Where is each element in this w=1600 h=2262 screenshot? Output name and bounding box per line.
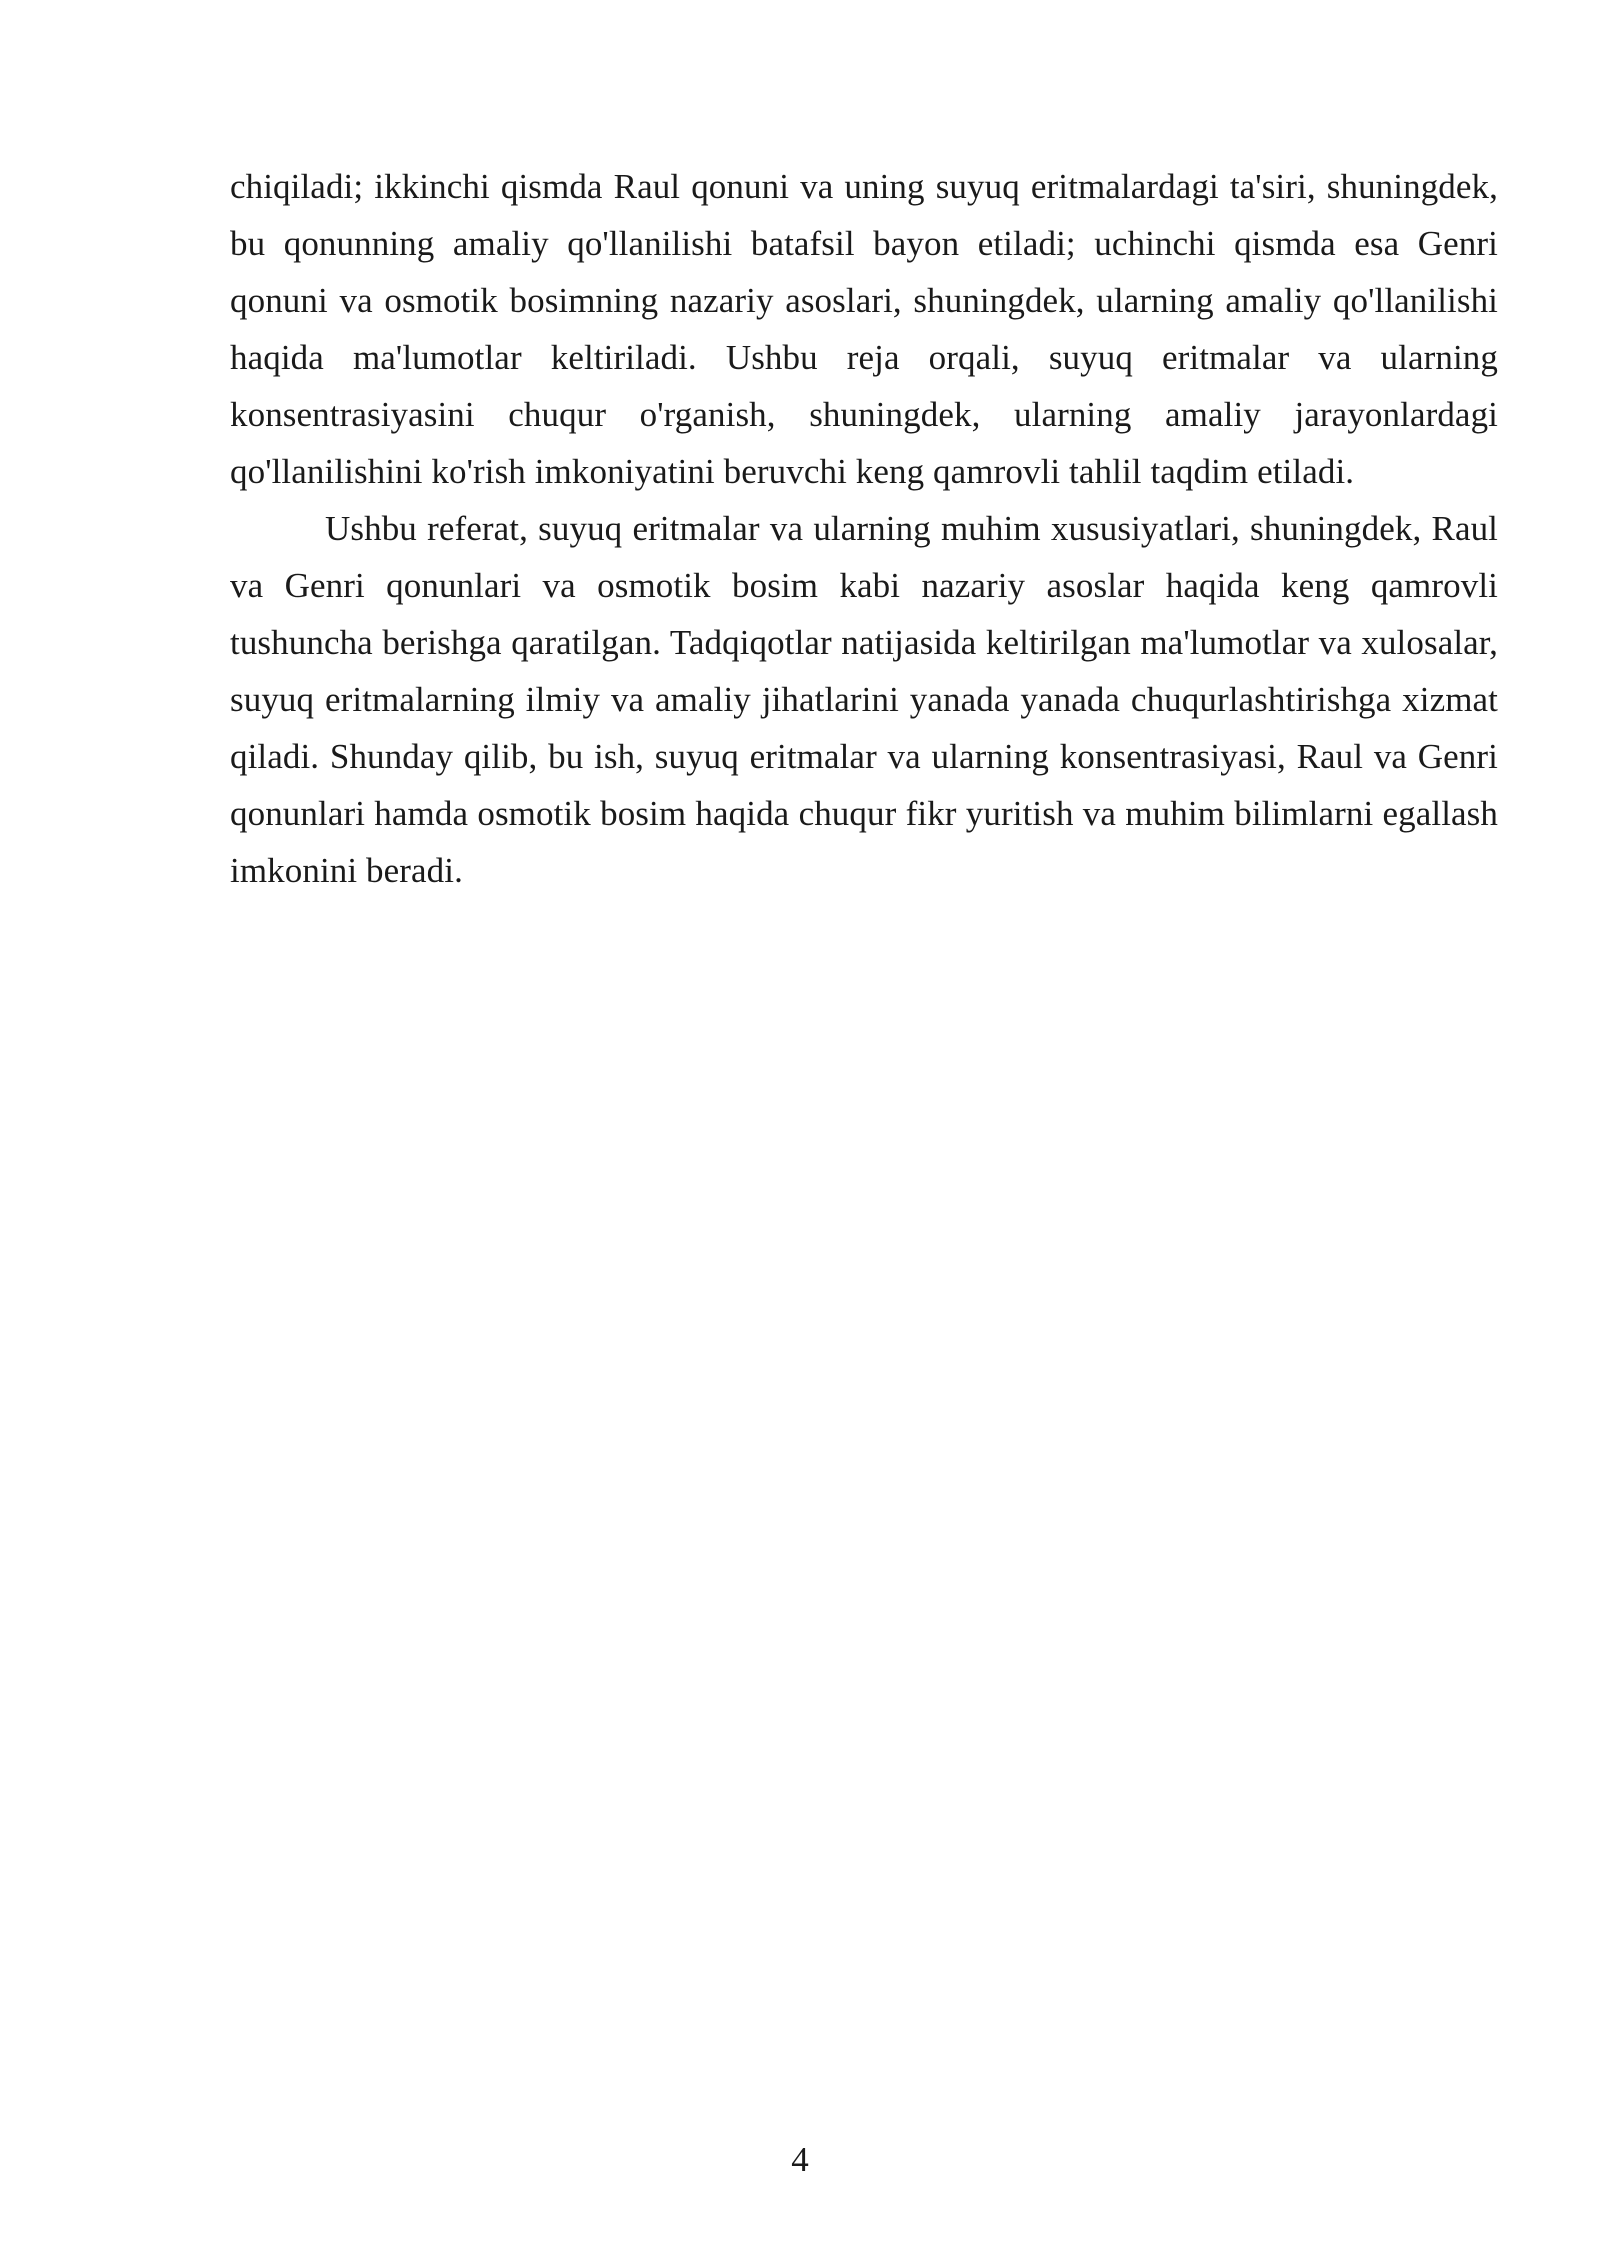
page-number: 4 (791, 2140, 809, 2179)
paragraph-continuation: chiqiladi; ikkinchi qismda Raul qonuni va uning suyuq eritmalardagi ta'siri, shuningdek, bu qonunning amaliy qo'llanilishi batafsil bayon etiladi; uchinchi qismda esa Genri qonuni va osmotik bosimning nazariy asoslari, shuningdek, ularning amaliy qo'llanilishi haqida ma'lumotlar keltiriladi. Ushbu reja orqali, suyuq eritmalar va ularning konsentrasiyasini chuqur o'rganish, shuningdek, ularning amaliy jarayonlardagi qo'llanilishini ko'rish imkoniyatini beruvchi keng qamrovli tahlil taqdim etiladi. (230, 167, 1498, 491)
paragraph-summary: Ushbu referat, suyuq eritmalar va ularning muhim xususiyatlari, shuningdek, Raul va Genri qonunlari va osmotik bosim kabi nazariy asoslar haqida keng qamrovli tushuncha berishga qaratilgan. Tadqiqotlar natijasida keltirilgan ma'lumotlar va xulosalar, suyuq eritmalarning ilmiy va amaliy jihatlarini yanada yanada chuqurlashtirishga xizmat qiladi. Shunday qilib, bu ish, suyuq eritmalar va ularning konsentrasiyasi, Raul va Genri qonunlari hamda osmotik bosim haqida chuqur fikr yuritish va muhim bilimlarni egallash imkonini beradi. (230, 509, 1498, 890)
body-text (230, 158, 1498, 899)
